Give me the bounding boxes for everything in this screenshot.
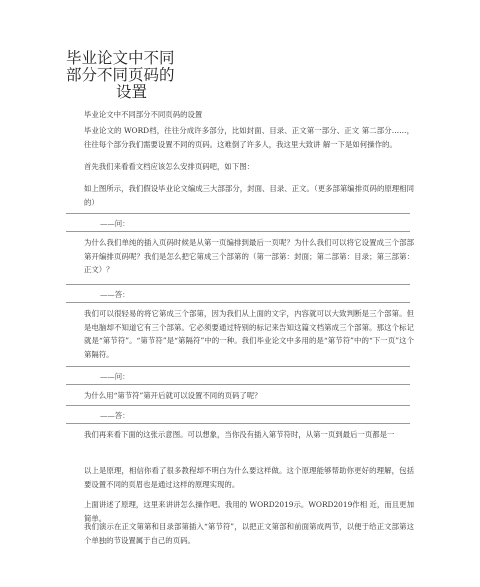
- divider: [66, 213, 410, 214]
- divider: [66, 405, 410, 406]
- question-label: ——问：: [100, 372, 130, 381]
- divider: [66, 302, 410, 303]
- question-text: 为什么用“第节符”第开后就可以设置不同的页码了呢？: [84, 391, 262, 400]
- answer-text: 我们可以很轻易的将它第成三个部第，因为我们从上面的文字，内容就可以大致判断是三个部第。但是电脑却不知道它有三个部第。它必须要通过特别的标记来告知这篇文档第成三个部第。那这个标记就是“第节符”。“第节符”是“第隔符”中的一种。我们毕业论文中多用的是“第节符”中的“下一页”这个第隔符。: [84, 309, 414, 359]
- paragraph-section-break: 我们演示在正文第第和目录部第插入“第节符”，以把正文第部和前面第成两节，以便于给正文部第这个单独的节设置属于自己的页码。: [84, 522, 414, 545]
- question-label: ——问：: [100, 219, 130, 228]
- answer-text: 我们再来看下面的这张示意图。可以想象，当你没有插入第节符时，从第一页到最后一页都是一: [84, 430, 395, 439]
- paragraph-three-parts: 如上图所示，我们假设毕业论文编成三大部部分，封面、目录、正文。（更多部第编排页码的原理相同的）: [84, 184, 414, 207]
- answer-label: ——答：: [100, 411, 130, 420]
- document-title: [66, 50, 186, 101]
- paragraph-operation: 上面讲述了原理，这里来讲讲怎么操作吧。我用的 WORD2019示。WORD2019作相 近，而且更加简单。: [84, 500, 414, 523]
- title-line-3: 设置: [116, 83, 148, 101]
- divider: [66, 366, 410, 367]
- divider: [66, 231, 410, 232]
- title-line-1: 毕业论文中不同: [66, 49, 175, 67]
- answer-label: ——答：: [100, 290, 130, 299]
- subtitle: 毕业论文中不同部分不同页码的设置: [84, 110, 203, 119]
- question-text: 为什么我们单纯的插入页码时候是从第一页编排到最后一页呢？为什么我们可以将它设置成三个部部第开编排页码呢？我们是怎么把它第成三个部第的（第一部第：封面；第二部第：目录；第三部第：正文）？: [84, 238, 414, 274]
- divider: [66, 284, 410, 285]
- paragraph-principle: 以上是原理，相信你看了很多教程却不明白为什么要这样做。这个原理能够帮助你更好的理解，包括要设置不同的页眉也是通过这样的原理实现的。: [84, 466, 414, 489]
- divider: [66, 423, 410, 424]
- paragraph-intro: 毕业论文的 WORD档，往往分成许多部分，比如封面、目录、正文第一部分、正文 第二部分……，往往每个部分我们需要设置不同的页码。这难倒了许多人，我这里大致讲 解一下是如何操作的。: [84, 126, 414, 149]
- divider: [66, 384, 410, 385]
- paragraph-layout-intro: 首先我们来看看文档应该怎么安排页码吧，如下图：: [84, 162, 254, 171]
- title-line-2: 部分不同页码的: [66, 66, 175, 84]
